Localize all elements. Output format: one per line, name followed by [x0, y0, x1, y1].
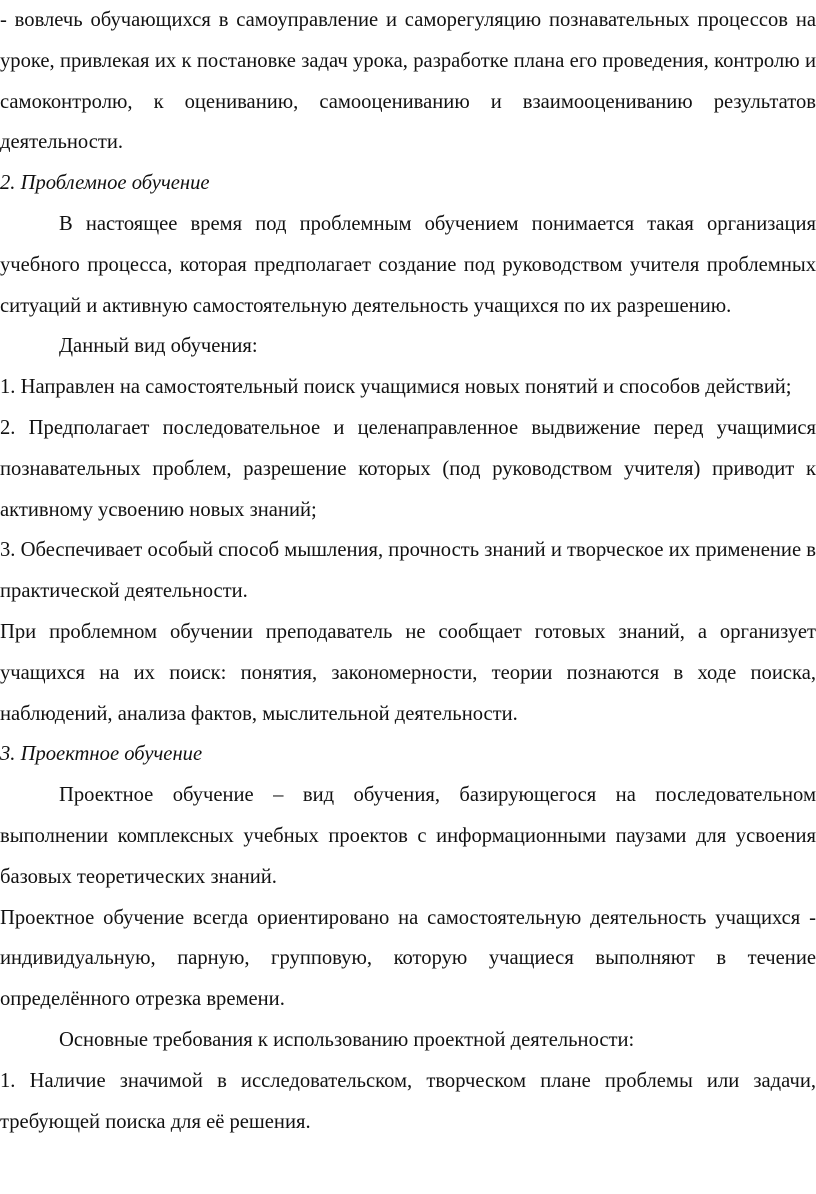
list-item-problem-3: 3. Обеспечивает особый способ мышления, прочность знаний и творческое их применение в практической деятельности.	[0, 539, 816, 603]
section-heading-project-learning: 3. Проектное обучение	[0, 743, 203, 766]
section-heading-problem-learning: 2. Проблемное обучение	[0, 172, 210, 195]
paragraph-requirements-intro: Основные требования к использованию проектной деятельности:	[59, 1028, 635, 1051]
list-item-requirement-1: 1. Наличие значимой в исследовательском, творческом плане проблемы или задачи, требующей поиска для её решения.	[0, 1069, 816, 1133]
paragraph-teacher-role: При проблемном обучении преподаватель не сообщает готовых знаний, а организует учащихся на их поиск: понятия, закономерности, теории познаются в ходе поиска, наблюдений, анализа фактов, мыслительной деятельности.	[0, 620, 816, 725]
paragraph-self-regulation: - вовлечь обучающихся в самоуправление и саморегуляцию познавательных процессов на уроке, привлекая их к постановке задач урока, разработке плана его проведения, контролю и самоконтролю, к оцениванию, самооцениванию и взаимооцениванию результатов деятельности.	[0, 9, 816, 154]
paragraph-project-orientation: Проектное обучение всегда ориентировано на самостоятельную деятельность учащихся - индивидуальную, парную, групповую, которую учащиеся выполняют в течение определённого отрезка времени.	[0, 906, 816, 1011]
list-item-problem-2: 2. Предполагает последовательное и целенаправленное выдвижение перед учащимися познавательных проблем, разрешение которых (под руководством учителя) приводит к активному усвоению новых знаний;	[0, 416, 816, 521]
list-item-problem-1: 1. Направлен на самостоятельный поиск учащимися новых понятий и способов действий;	[0, 376, 792, 399]
paragraph-learning-type-intro: Данный вид обучения:	[59, 335, 258, 358]
paragraph-project-learning-definition: Проектное обучение – вид обучения, базирующегося на последовательном выполнении комплексных учебных проектов с информационными паузами для усвоения базовых теоретических знаний.	[0, 784, 816, 888]
paragraph-problem-learning-definition: В настоящее время под проблемным обучением понимается такая организация учебного процесса, которая предполагает создание под руководством учителя проблемных ситуаций и активную самостоятельную деятельность учащихся по их разрешению.	[0, 212, 816, 317]
